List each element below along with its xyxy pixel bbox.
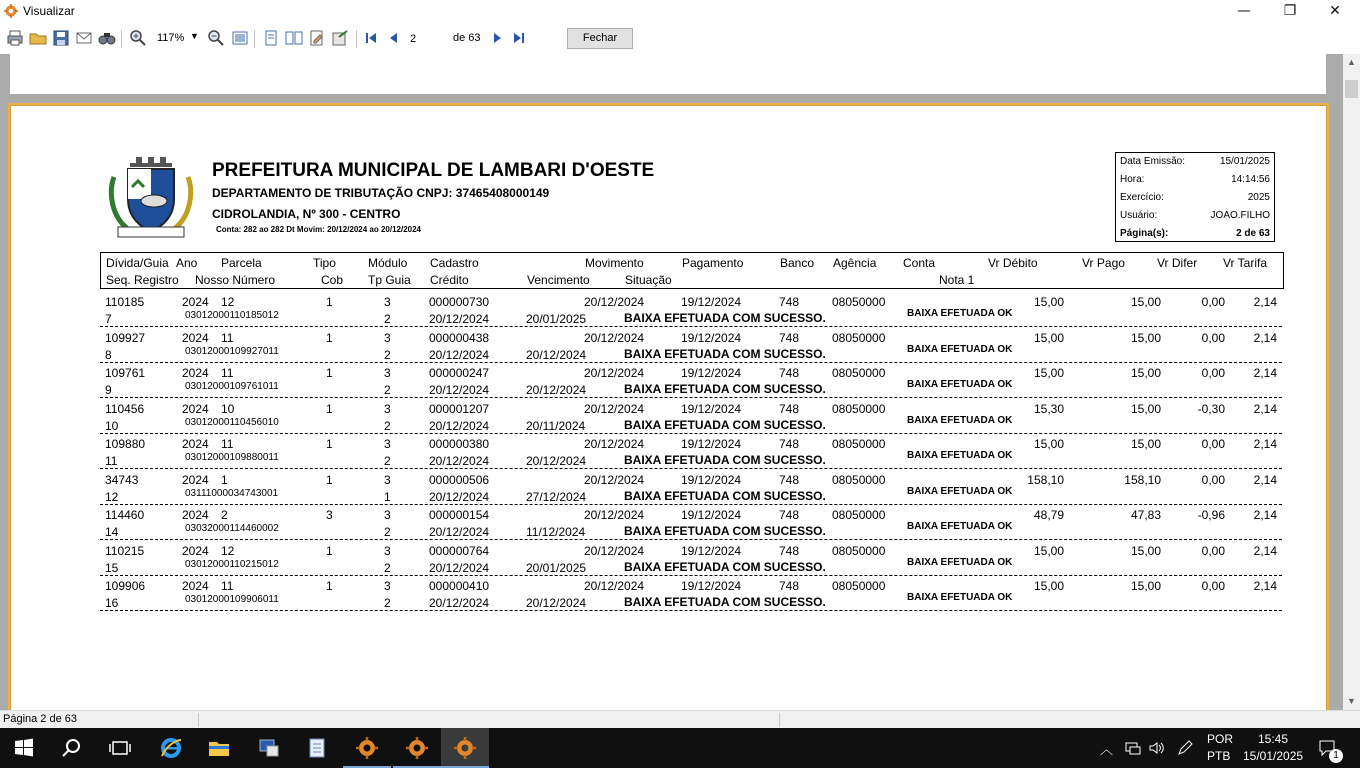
cell-vr-tarifa: 2,14 — [1253, 579, 1277, 593]
cell-banco: 748 — [779, 437, 800, 451]
cell-vencimento: 27/12/2024 — [526, 489, 587, 504]
cell-vencimento: 20/12/2024 — [526, 347, 587, 362]
cell-modulo: 3 — [384, 472, 391, 487]
cell-tp-guia: 1 — [384, 489, 391, 504]
exercise-value: 2025 — [1247, 192, 1270, 203]
scroll-down-icon[interactable]: ▼ — [1347, 696, 1356, 706]
col-vr-tarifa: Vr Tarifa — [1223, 256, 1268, 270]
close-preview-button[interactable]: Fechar — [567, 28, 633, 49]
cell-divida: 109761 — [105, 366, 146, 380]
cell-pagamento: 19/12/2024 — [681, 295, 742, 309]
cell-pagamento: 19/12/2024 — [681, 579, 742, 593]
page-total-label: de 63 — [453, 32, 481, 44]
cell-credito: 20/12/2024 — [429, 525, 490, 539]
zoom-in-icon[interactable] — [129, 29, 147, 47]
col-nota: Nota 1 — [939, 273, 975, 287]
cell-nota: BAIXA EFETUADA OK — [907, 414, 1013, 426]
time-label: Hora: — [1120, 174, 1145, 185]
cell-vr-pago: 15,00 — [1130, 295, 1161, 309]
cell-situacao: BAIXA EFETUADA COM SUCESSO. — [624, 346, 826, 361]
cell-credito: 20/12/2024 — [429, 454, 490, 468]
cell-nosso: 03012000110185012 — [185, 310, 279, 321]
prev-page-icon[interactable] — [385, 29, 403, 47]
report-info-box — [1115, 152, 1275, 242]
language-indicator-bottom[interactable]: PTB — [1207, 749, 1231, 763]
cell-credito: 20/12/2024 — [429, 347, 490, 362]
cell-nosso: 03012000109906011 — [185, 594, 279, 605]
cell-movimento: 20/12/2024 — [584, 437, 645, 451]
cell-ano: 2024 — [182, 366, 209, 380]
pen-icon[interactable] — [1176, 739, 1194, 757]
col-tp-guia: Tp Guia — [368, 273, 411, 287]
cell-movimento: 20/12/2024 — [584, 472, 645, 487]
zoom-select[interactable]: 117% — [157, 32, 185, 44]
cell-vr-tarifa: 2,14 — [1253, 543, 1277, 558]
cell-banco: 748 — [779, 543, 800, 558]
cell-seq: 10 — [105, 418, 119, 433]
cell-banco: 748 — [779, 330, 800, 345]
col-conta: Conta — [903, 256, 936, 270]
cell-tp-guia: 2 — [384, 312, 391, 326]
cell-cadastro: 000000410 — [429, 579, 490, 593]
cell-cadastro: 000000764 — [429, 543, 490, 558]
col-vencimento: Vencimento — [527, 273, 590, 287]
cell-ano: 2024 — [182, 508, 209, 522]
cell-nota: BAIXA EFETUADA OK — [907, 308, 1013, 319]
table-row — [100, 540, 1284, 576]
cell-agencia: 08050000 — [832, 508, 886, 522]
col-banco: Banco — [780, 256, 815, 270]
cell-pagamento: 19/12/2024 — [681, 472, 742, 487]
status-page-text: Página 2 de 63 — [3, 713, 78, 725]
network-app-icon[interactable] — [245, 728, 293, 768]
cell-credito: 20/12/2024 — [429, 489, 490, 504]
cell-ano: 2024 — [182, 472, 209, 487]
cell-vencimento: 20/01/2025 — [526, 312, 587, 326]
municipal-coat-of-arms-icon — [108, 157, 194, 241]
cell-pagamento: 19/12/2024 — [681, 330, 742, 345]
cell-seq: 16 — [105, 596, 119, 610]
cell-vr-difer: 0,00 — [1201, 366, 1225, 380]
col-credito: Crédito — [430, 273, 469, 287]
cell-situacao: BAIXA EFETUADA COM SUCESSO. — [624, 488, 826, 503]
cell-pagamento: 19/12/2024 — [681, 437, 742, 451]
cell-vr-pago: 15,00 — [1130, 543, 1161, 558]
clock-time[interactable]: 15:45 — [1258, 732, 1289, 746]
cell-tipo: 1 — [326, 579, 333, 593]
cell-vr-pago: 15,00 — [1130, 401, 1161, 416]
report-viewer[interactable] — [0, 54, 1343, 710]
cell-tipo: 1 — [326, 543, 333, 558]
cell-vr-pago: 15,00 — [1130, 437, 1161, 451]
col-pagamento: Pagamento — [682, 256, 744, 270]
cell-credito: 20/12/2024 — [429, 560, 490, 575]
cell-ano: 2024 — [182, 543, 209, 558]
cell-vr-tarifa: 2,14 — [1253, 401, 1277, 416]
task-view-icon[interactable] — [96, 728, 144, 768]
table-row — [100, 362, 1284, 398]
clock-date[interactable]: 15/01/2025 — [1243, 749, 1304, 763]
cell-vr-difer: 0,00 — [1201, 437, 1225, 451]
cell-vr-difer: -0,30 — [1197, 401, 1225, 416]
user-value: JOAO.FILHO — [1210, 210, 1270, 221]
language-indicator-top[interactable]: POR — [1207, 732, 1234, 746]
cell-vr-debito: 158,10 — [1027, 472, 1064, 487]
cell-nota: BAIXA EFETUADA OK — [907, 521, 1013, 532]
cell-situacao: BAIXA EFETUADA COM SUCESSO. — [624, 559, 826, 574]
print-icon[interactable] — [6, 29, 24, 47]
cell-movimento: 20/12/2024 — [584, 543, 645, 558]
save-icon[interactable] — [52, 29, 70, 47]
cell-vr-difer: -0,96 — [1197, 508, 1225, 522]
cell-vr-tarifa: 2,14 — [1253, 437, 1277, 451]
report-filter: Conta: 282 ao 282 Dt Movim: 20/12/2024 ao 20/12/2024 — [216, 225, 421, 234]
table-row — [100, 504, 1284, 540]
email-icon[interactable] — [75, 29, 93, 47]
col-movimento: Movimento — [585, 256, 644, 270]
find-icon[interactable] — [98, 29, 116, 47]
scroll-thumb[interactable] — [1345, 80, 1358, 98]
cell-vr-pago: 15,00 — [1130, 366, 1161, 380]
cell-tipo: 1 — [326, 472, 333, 487]
cell-modulo: 3 — [384, 543, 391, 558]
maximize-button[interactable]: ❐ — [1283, 3, 1297, 19]
cell-ano: 2024 — [182, 579, 209, 593]
table-header — [100, 252, 1284, 289]
cell-tp-guia: 2 — [384, 596, 391, 610]
app-gear-icon[interactable] — [441, 728, 489, 768]
cell-vr-debito: 15,30 — [1033, 401, 1064, 416]
cell-vr-tarifa: 2,14 — [1253, 295, 1277, 309]
toolbar — [0, 26, 1360, 52]
cell-parcela: 12 — [221, 543, 235, 558]
volume-icon[interactable] — [1148, 739, 1166, 757]
cell-vr-tarifa: 2,14 — [1253, 330, 1277, 345]
cell-tp-guia: 2 — [384, 383, 391, 397]
report-department: DEPARTAMENTO DE TRIBUTAÇÃO CNPJ: 37465408000149 — [212, 186, 550, 200]
cell-ano: 2024 — [182, 330, 209, 345]
col-ano: Ano — [176, 256, 198, 270]
cell-pagamento: 19/12/2024 — [681, 366, 742, 380]
col-agencia: Agência — [833, 256, 877, 270]
cell-movimento: 20/12/2024 — [584, 579, 645, 593]
title-bar — [0, 0, 1360, 22]
cell-vencimento: 20/01/2025 — [526, 560, 587, 575]
cell-tipo: 1 — [326, 437, 333, 451]
time-value: 14:14:56 — [1231, 174, 1270, 185]
single-page-icon[interactable] — [262, 29, 280, 47]
cell-vencimento: 11/12/2024 — [526, 525, 586, 539]
cell-nota: BAIXA EFETUADA OK — [907, 556, 1013, 568]
vertical-scrollbar[interactable] — [1343, 54, 1360, 710]
cell-vr-debito: 15,00 — [1033, 543, 1064, 558]
cell-vr-debito: 15,00 — [1033, 579, 1064, 593]
cell-vr-difer: 0,00 — [1201, 543, 1225, 558]
cell-tp-guia: 2 — [384, 347, 391, 362]
cell-nota: BAIXA EFETUADA OK — [907, 343, 1013, 355]
cell-ano: 2024 — [182, 401, 209, 416]
cell-tp-guia: 2 — [384, 418, 391, 433]
cell-vr-tarifa: 2,14 — [1253, 472, 1277, 487]
search-icon[interactable] — [48, 728, 96, 768]
cell-nosso: 03032000114460002 — [185, 523, 279, 534]
cell-situacao: BAIXA EFETUADA COM SUCESSO. — [624, 524, 826, 538]
col-cob: Cob — [321, 273, 344, 287]
cell-tipo: 1 — [326, 330, 333, 345]
cell-modulo: 3 — [384, 579, 391, 593]
cell-banco: 748 — [779, 579, 800, 593]
notification-badge: 1 — [1329, 749, 1343, 763]
cell-cadastro: 000000380 — [429, 437, 490, 451]
page-setup-icon[interactable] — [308, 29, 326, 47]
cell-vr-pago: 15,00 — [1130, 330, 1161, 345]
col-parcela: Parcela — [221, 256, 262, 270]
cell-agencia: 08050000 — [832, 366, 886, 380]
cell-nota: BAIXA EFETUADA OK — [907, 592, 1013, 603]
cell-nosso: 03012000109927011 — [185, 345, 279, 357]
cell-credito: 20/12/2024 — [429, 596, 490, 610]
cell-parcela: 11 — [221, 437, 234, 451]
cell-divida: 114460 — [105, 508, 145, 522]
col-tipo: Tipo — [313, 256, 336, 270]
cell-modulo: 3 — [384, 437, 391, 451]
minimize-button[interactable]: — — [1237, 3, 1251, 19]
cell-nosso: 03111000034743001 — [185, 487, 279, 499]
cell-vr-debito: 15,00 — [1033, 295, 1064, 309]
window-title: Visualizar — [23, 4, 75, 18]
cell-situacao: BAIXA EFETUADA COM SUCESSO. — [624, 311, 826, 325]
cell-pagamento: 19/12/2024 — [681, 401, 742, 416]
user-label: Usuário: — [1120, 210, 1158, 221]
pages-value: 2 de 63 — [1236, 228, 1270, 239]
cell-tp-guia: 2 — [384, 454, 391, 468]
cell-modulo: 3 — [384, 330, 391, 345]
cell-pagamento: 19/12/2024 — [681, 508, 742, 522]
cell-banco: 748 — [779, 508, 800, 522]
col-vr-pago: Vr Pago — [1082, 256, 1125, 270]
cell-vencimento: 20/12/2024 — [526, 596, 587, 610]
cell-nosso: 03012000109761011 — [185, 381, 279, 392]
cell-agencia: 08050000 — [832, 437, 886, 451]
cell-seq: 11 — [105, 454, 118, 468]
chevron-down-icon[interactable]: ▼ — [190, 31, 199, 41]
table-row — [100, 327, 1284, 363]
cell-parcela: 11 — [221, 579, 234, 593]
cell-vr-difer: 0,00 — [1201, 579, 1225, 593]
cell-divida: 34743 — [105, 472, 139, 487]
cell-parcela: 12 — [221, 295, 235, 309]
cell-credito: 20/12/2024 — [429, 383, 490, 397]
report-page — [8, 103, 1329, 710]
chevron-up-icon[interactable]: ︿ — [1100, 742, 1114, 757]
col-nosso: Nosso Número — [195, 273, 276, 287]
cell-ano: 2024 — [182, 295, 209, 309]
cell-vr-pago: 47,83 — [1130, 508, 1161, 522]
cell-nosso: 03012000110215012 — [185, 558, 279, 570]
col-vr-difer: Vr Difer — [1157, 256, 1198, 270]
cell-tp-guia: 2 — [384, 525, 391, 539]
cell-vr-pago: 15,00 — [1130, 579, 1161, 593]
scroll-up-icon[interactable]: ▲ — [1347, 57, 1356, 67]
cell-divida: 110456 — [105, 401, 145, 416]
two-page-icon[interactable] — [285, 29, 303, 47]
cell-nota: BAIXA EFETUADA OK — [907, 379, 1013, 390]
cell-banco: 748 — [779, 366, 800, 380]
cell-parcela: 10 — [221, 401, 235, 416]
cell-agencia: 08050000 — [832, 330, 886, 345]
cell-agencia: 08050000 — [832, 543, 886, 558]
cell-nosso: 03012000109880011 — [185, 452, 279, 463]
app-gear-icon[interactable] — [393, 728, 441, 768]
cell-vr-debito: 15,00 — [1033, 366, 1064, 380]
cell-cadastro: 000001207 — [429, 401, 490, 416]
cell-divida: 109927 — [105, 330, 146, 345]
cell-banco: 748 — [779, 472, 800, 487]
notepad-icon[interactable] — [293, 728, 341, 768]
cell-cadastro: 000000247 — [429, 366, 490, 380]
close-window-button[interactable]: ✕ — [1329, 3, 1341, 19]
cell-situacao: BAIXA EFETUADA COM SUCESSO. — [624, 453, 826, 467]
cell-tipo: 1 — [326, 295, 333, 309]
cell-divida: 109880 — [105, 437, 146, 451]
zoom-out-icon[interactable] — [207, 29, 225, 47]
cell-vencimento: 20/11/2024 — [526, 418, 586, 433]
table-row — [100, 433, 1284, 469]
cell-nosso: 03012000110456010 — [185, 416, 279, 428]
cell-cadastro: 000000730 — [429, 295, 490, 309]
cell-vencimento: 20/12/2024 — [526, 454, 587, 468]
cell-credito: 20/12/2024 — [429, 312, 490, 326]
cell-movimento: 20/12/2024 — [584, 330, 645, 345]
table-row — [100, 575, 1284, 611]
report-address: CIDROLANDIA, Nº 300 - CENTRO — [212, 207, 401, 221]
cell-banco: 748 — [779, 295, 800, 309]
cell-agencia: 08050000 — [832, 295, 886, 309]
col-cadastro: Cadastro — [430, 256, 479, 270]
cell-vr-difer: 0,00 — [1201, 330, 1225, 345]
cell-vr-difer: 0,00 — [1201, 295, 1225, 309]
cell-seq: 14 — [105, 525, 119, 539]
network-icon[interactable] — [1124, 739, 1142, 757]
cell-pagamento: 19/12/2024 — [681, 543, 742, 558]
cell-agencia: 08050000 — [832, 472, 886, 487]
cell-vr-debito: 48,79 — [1033, 508, 1064, 522]
app-gear-icon — [4, 4, 18, 18]
first-page-icon[interactable] — [362, 29, 380, 47]
cell-seq: 15 — [105, 560, 119, 575]
cell-vr-difer: 0,00 — [1201, 472, 1225, 487]
cell-agencia: 08050000 — [832, 401, 886, 416]
page-number-input[interactable] — [406, 30, 448, 48]
open-folder-icon[interactable] — [29, 29, 47, 47]
cell-tp-guia: 2 — [384, 560, 391, 575]
table-row — [100, 469, 1284, 505]
cell-vencimento: 20/12/2024 — [526, 383, 587, 397]
cell-vr-pago: 158,10 — [1124, 472, 1161, 487]
fit-page-icon[interactable] — [231, 29, 249, 47]
cell-situacao: BAIXA EFETUADA COM SUCESSO. — [624, 382, 826, 396]
cell-agencia: 08050000 — [832, 579, 886, 593]
cell-modulo: 3 — [384, 401, 391, 416]
cell-divida: 110185 — [105, 295, 145, 309]
file-explorer-icon[interactable] — [195, 728, 243, 768]
cell-vr-tarifa: 2,14 — [1253, 366, 1277, 380]
pages-label: Página(s): — [1120, 228, 1169, 239]
cell-movimento: 20/12/2024 — [584, 295, 645, 309]
cell-situacao: BAIXA EFETUADA COM SUCESSO. — [624, 595, 826, 609]
cell-situacao: BAIXA EFETUADA COM SUCESSO. — [624, 417, 826, 432]
cell-parcela: 11 — [221, 330, 234, 345]
app-gear-icon[interactable] — [343, 728, 391, 768]
cell-movimento: 20/12/2024 — [584, 508, 645, 522]
previous-page-bottom — [10, 54, 1326, 94]
cell-movimento: 20/12/2024 — [584, 366, 645, 380]
last-page-icon[interactable] — [510, 29, 528, 47]
taskbar — [0, 728, 1360, 768]
cell-seq: 8 — [105, 347, 112, 362]
cell-vr-tarifa: 2,14 — [1253, 508, 1277, 522]
status-bar — [0, 710, 1360, 728]
cell-cadastro: 000000438 — [429, 330, 490, 345]
export-icon[interactable] — [331, 29, 349, 47]
cell-divida: 110215 — [105, 543, 145, 558]
cell-seq: 9 — [105, 383, 112, 397]
cell-tipo: 1 — [326, 366, 333, 380]
report-title: PREFEITURA MUNICIPAL DE LAMBARI D'OESTE — [212, 160, 655, 181]
table-row — [100, 291, 1284, 327]
cell-tipo: 1 — [326, 401, 333, 416]
exercise-label: Exercício: — [1120, 192, 1164, 203]
col-vr-debito: Vr Débito — [988, 256, 1038, 270]
start-icon[interactable] — [0, 728, 48, 768]
table-row — [100, 398, 1284, 434]
cell-parcela: 1 — [221, 472, 228, 487]
cell-ano: 2024 — [182, 437, 209, 451]
col-seq: Seq. Registro — [106, 273, 179, 287]
cell-seq: 7 — [105, 312, 112, 326]
cell-vr-debito: 15,00 — [1033, 437, 1064, 451]
cell-seq: 12 — [105, 489, 119, 504]
emission-date-label: Data Emissão: — [1120, 156, 1186, 167]
cell-credito: 20/12/2024 — [429, 418, 490, 433]
cell-movimento: 20/12/2024 — [584, 401, 645, 416]
next-page-icon[interactable] — [488, 29, 506, 47]
cell-cadastro: 000000506 — [429, 472, 490, 487]
cell-tipo: 3 — [326, 508, 333, 522]
cell-divida: 109906 — [105, 579, 146, 593]
cell-modulo: 3 — [384, 366, 391, 380]
internet-explorer-icon[interactable] — [147, 728, 195, 768]
cell-modulo: 3 — [384, 508, 391, 522]
cell-banco: 748 — [779, 401, 800, 416]
cell-modulo: 3 — [384, 295, 391, 309]
cell-vr-debito: 15,00 — [1033, 330, 1064, 345]
cell-nota: BAIXA EFETUADA OK — [907, 450, 1013, 461]
emission-date: 15/01/2025 — [1219, 156, 1270, 167]
cell-parcela: 2 — [221, 508, 228, 522]
col-divida: Dívida/Guia — [106, 256, 169, 270]
cell-cadastro: 000000154 — [429, 508, 490, 522]
col-modulo: Módulo — [368, 256, 408, 270]
col-situacao: Situação — [625, 273, 672, 287]
cell-nota: BAIXA EFETUADA OK — [907, 485, 1013, 497]
cell-parcela: 11 — [221, 366, 234, 380]
